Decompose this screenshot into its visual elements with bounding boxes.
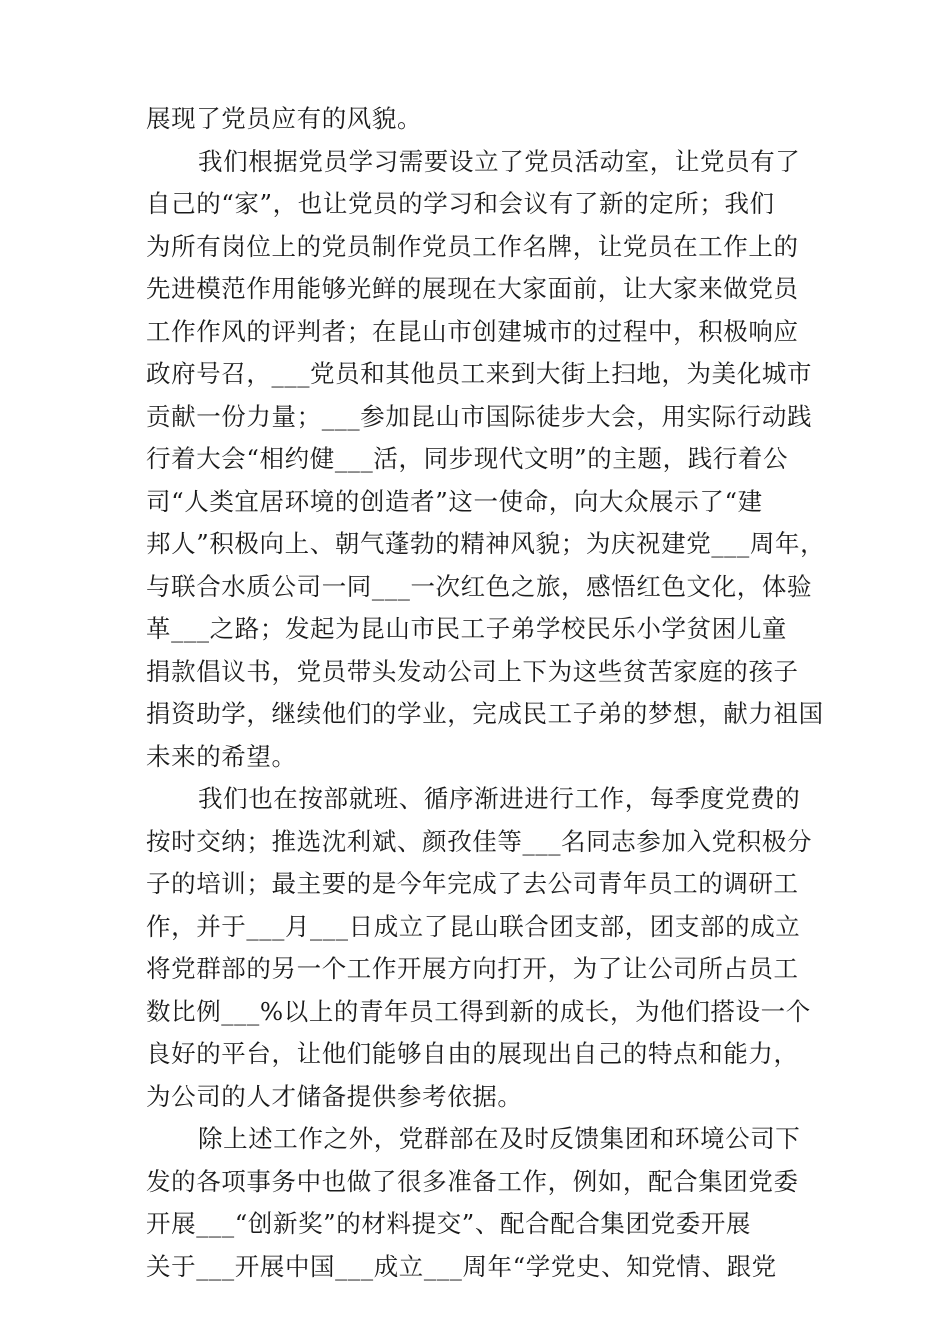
text-line: 工作作风的评判者；在昆山市创建城市的过程中，积极响应 [146,316,799,346]
text-line: 政府号召，___党员和其他员工来到大街上扫地，为美化城市 [146,359,813,388]
document-body [146,98,826,1288]
text-line: 未来的希望。 [146,741,297,771]
text-line: 展现了党员应有的风貌。 [146,104,423,133]
text-line: 捐款倡议书，党员带头发动公司上下为这些贫苦家庭的孩子 [146,656,799,686]
text-line: 发的各项事务中也做了很多准备工作，例如，配合集团党委 [146,1166,799,1196]
text-line: 行着大会“相约健___活，同步现代文明”的主题，践行着公 [146,444,789,473]
text-line: 关于___开展中国___成立___周年“学党史、知党情、跟党 [146,1251,777,1281]
text-line: 作，并于___月___日成立了昆山联合团支部，团支部的成立 [146,911,801,941]
text-line: 除上述工作之外，党群部在及时反馈集团和环境公司下 [198,1124,801,1153]
text-line: 开展___“创新奖”的材料提交”、配合配合集团党委开展 [146,1209,752,1238]
text-line: 司“人类宜居环境的创造者”这一使命，向大众展示了“建 [146,486,763,516]
text-line: 按时交纳；推选沈利斌、颜孜佳等___名同志参加入党积极分 [146,826,813,856]
text-line: 捐资助学，继续他们的学业，完成民工子弟的梦想，献力祖国 [146,699,824,728]
text-line: 为公司的人才储备提供参考依据。 [146,1081,523,1111]
text-line: 与联合水质公司一同___一次红色之旅，感悟红色文化，体验 [146,571,813,601]
text-line: 邦人”积极向上、朝气蓬勃的精神风貌；为庆祝建党___周年， [146,529,826,558]
text-line: 子的培训；最主要的是今年完成了去公司青年员工的调研工 [146,869,799,898]
text-line: 贡献一份力量；___参加昆山市国际徒步大会，用实际行动践 [146,401,813,431]
text-line: 我们根据党员学习需要设立了党员活动室，让党员有了 [198,146,801,176]
text-line: 先进模范作用能够光鲜的展现在大家面前，让大家来做党员 [146,274,799,303]
text-line: 数比例___%以上的青年员工得到新的成长，为他们搭设一个 [146,996,811,1026]
text-line: 将党群部的另一个工作开展方向打开，为了让公司所占员工 [146,954,799,983]
text-line: 我们也在按部就班、循序渐进进行工作，每季度党费的 [198,784,801,813]
text-line: 革___之路；发起为昆山市民工子弟学校民乐小学贫困儿童 [146,614,787,643]
text-line: 自己的“家”，也让党员的学习和会议有了新的定所；我们 [146,189,775,218]
text-line: 良好的平台，让他们能够自由的展现出自己的特点和能力， [146,1039,799,1068]
text-line: 为所有岗位上的党员制作党员工作名牌，让党员在工作上的 [146,231,799,261]
